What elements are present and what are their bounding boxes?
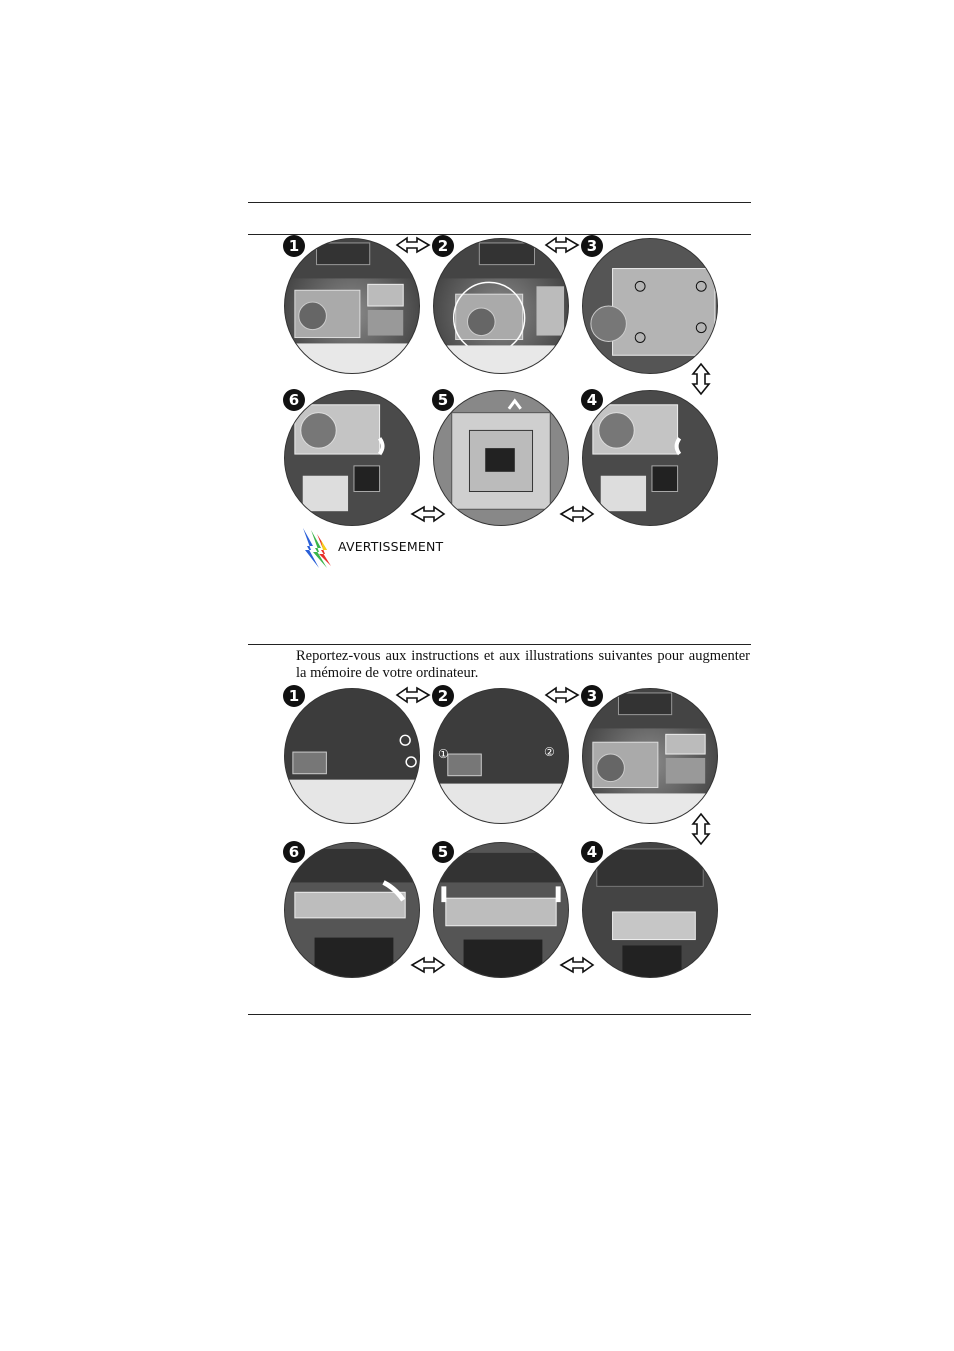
outline-arrow-icon	[544, 685, 580, 705]
callout-first: ①	[438, 747, 449, 761]
memory-step-2-photo	[433, 688, 569, 824]
memory-instruction-text: Reportez-vous aux instructions et aux illustrations suivantes pour augmenter la mémoire de votre ordinateur.	[296, 648, 750, 681]
cpu-step-3-photo	[582, 238, 718, 374]
outline-arrow-icon	[395, 685, 431, 705]
memory-step-5-number: 5	[432, 841, 454, 863]
cpu-step-6-number: 6	[283, 389, 305, 411]
cpu-step-1-number: 1	[283, 235, 305, 257]
section-rule-memory	[248, 644, 751, 645]
cpu-step-5-photo	[433, 390, 569, 526]
cpu-step-4-number: 4	[581, 389, 603, 411]
outline-arrow-icon	[690, 812, 712, 846]
cpu-step-4-photo	[582, 390, 718, 526]
footer-rule	[248, 1014, 751, 1015]
cpu-step-5-number: 5	[432, 389, 454, 411]
header-rule	[248, 202, 751, 203]
memory-step-4-number: 4	[581, 841, 603, 863]
memory-step-3-number: 3	[581, 685, 603, 707]
memory-step-5-photo	[433, 842, 569, 978]
memory-step-2-number: 2	[432, 685, 454, 707]
cpu-step-2-photo	[433, 238, 569, 374]
memory-step-6-photo	[284, 842, 420, 978]
tricolor-warning-icon	[297, 526, 333, 570]
cpu-step-1-photo	[284, 238, 420, 374]
cpu-step-2-number: 2	[432, 235, 454, 257]
memory-step-6-number: 6	[283, 841, 305, 863]
section-rule-top	[248, 234, 751, 235]
memory-step-4-photo	[582, 842, 718, 978]
outline-arrow-icon	[544, 235, 580, 255]
memory-step-1-photo	[284, 688, 420, 824]
cpu-step-6-photo	[284, 390, 420, 526]
outline-arrow-icon	[395, 235, 431, 255]
cpu-step-3-number: 3	[581, 235, 603, 257]
memory-step-1-number: 1	[283, 685, 305, 707]
callout-second: ②	[544, 745, 555, 759]
memory-step-3-photo	[582, 688, 718, 824]
warning-label: AVERTISSEMENT	[338, 539, 444, 554]
